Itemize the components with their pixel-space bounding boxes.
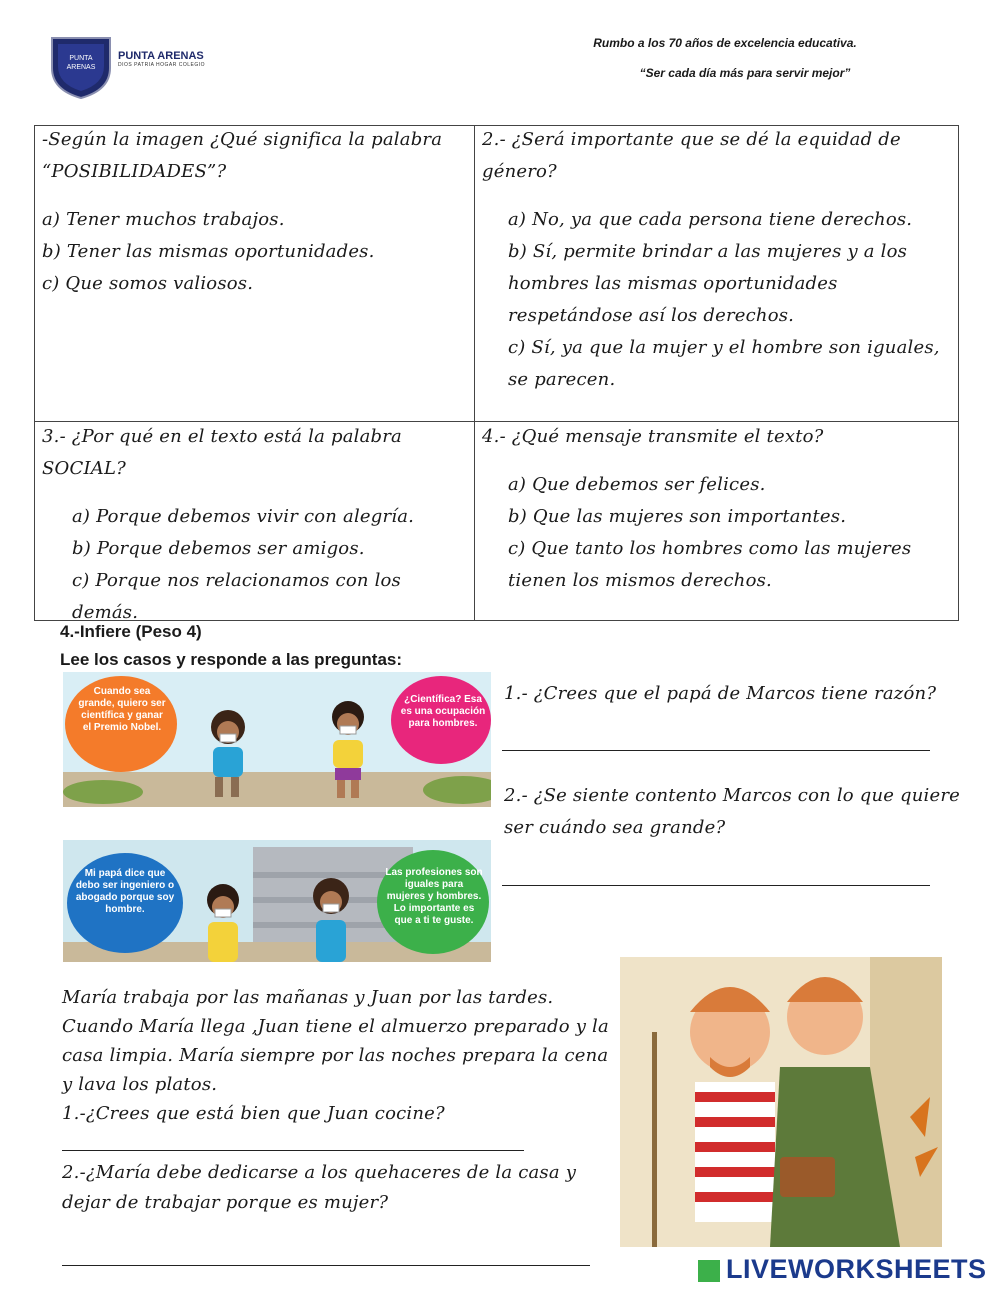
liveworksheets-logo [698, 1254, 987, 1285]
school-name-text: PUNTA ARENAS [118, 50, 204, 62]
bubble-2-text: ¿Científica? Esa es una ocupación para hombres. [400, 694, 486, 729]
case-1-question-1: 1.- ¿Crees que el papá de Marcos tiene razón? [504, 683, 937, 704]
school-tagline: DIOS PATRIA HOGAR COLEGIO [118, 62, 206, 68]
question-4-option-a: a) Que debemos ser felices. [508, 474, 766, 495]
question-3-option-c: c) Porque nos relacionamos con los demás. [72, 570, 401, 623]
question-3-option-a: a) Porque debemos vivir con alegría. [72, 506, 415, 527]
question-1-option-c: c) Que somos valiosos. [42, 273, 254, 294]
question-3-option-b: b) Porque debemos ser amigos. [72, 538, 365, 559]
section-title: 4.-Infiere (Peso 4) [60, 622, 202, 641]
comic-illustration [63, 672, 491, 962]
table-divider-vertical [474, 125, 475, 621]
question-1-option-a: a) Tener muchos trabajos. [42, 209, 285, 230]
liveworksheets-icon [698, 1260, 720, 1282]
bubble-1-text: Cuando sea grande, quiero ser científica y ganar el Premio Nobel. [78, 686, 166, 733]
liveworksheets-text: LIVEWORKSHEETS [726, 1254, 987, 1284]
case-2-answer-line-1[interactable] [62, 1150, 524, 1151]
section-instruction: Lee los casos y responde a las preguntas: [60, 650, 403, 669]
school-name [118, 50, 205, 68]
question-2-option-c: c) Sí, ya que la mujer y el hombre son iguales, se parecen. [508, 337, 940, 390]
logo-text-line2: ARENAS [66, 64, 96, 71]
question-4-option-c: c) Que tanto los hombres como las mujeres tienen los mismos derechos. [508, 538, 912, 591]
question-3-cell [42, 421, 470, 629]
question-2-option-a: a) No, ya que cada persona tiene derechos. [508, 209, 913, 230]
couple-illustration [620, 957, 942, 1247]
question-1-text: -Según la imagen ¿Qué significa la palabra “POSIBILIDADES”? [42, 129, 443, 182]
case-1-question-2: 2.- ¿Se siente contento Marcos con lo que quiere ser cuándo sea grande? [504, 785, 961, 838]
case-2-block [62, 983, 612, 1128]
case-1-answer-line-2[interactable] [502, 885, 930, 886]
motto-line-1: Rumbo a los 70 años de excelencia educativa. [593, 36, 857, 50]
question-4-text: 4.- ¿Qué mensaje transmite el texto? [482, 426, 824, 447]
school-crest [48, 34, 114, 100]
case-2-question-2: 2.-¿María debe dedicarse a los quehaceres de la casa y dejar de trabajar porque es mujer? [62, 1162, 577, 1213]
question-4-option-b: b) Que las mujeres son importantes. [508, 506, 847, 527]
question-2-cell [482, 124, 952, 396]
question-1-cell [42, 124, 467, 300]
question-1-option-b: b) Tener las mismas oportunidades. [42, 241, 375, 262]
question-3-text: 3.- ¿Por qué en el texto está la palabra SOCIAL? [42, 426, 402, 479]
bubble-4-text: Las profesiones son iguales para mujeres y hombres. Lo importante es que a ti te guste. [385, 867, 483, 926]
case-2-question-1: 1.-¿Crees que está bien que Juan cocine? [62, 1103, 445, 1124]
question-2-option-b: b) Sí, permite brindar a las mujeres y a los hombres las mismas oportunidades respetándose así los derechos. [508, 241, 908, 326]
case-2-story: María trabaja por las mañanas y Juan por las tardes. Cuando María llega ,Juan tiene el almuerzo preparado y la casa limpia. María siempre por las noches prepara la cena y lava los platos. [62, 987, 609, 1095]
motto-line-2: “Ser cada día más para servir mejor” [639, 66, 851, 80]
logo-text-line1: PUNTA [69, 55, 93, 62]
bubble-3-text: Mi papá dice que debo ser ingeniero o abogado porque soy hombre. [75, 868, 175, 915]
question-4-cell [482, 421, 952, 597]
case-2-answer-line-2[interactable] [62, 1265, 590, 1266]
case-1-answer-line-1[interactable] [502, 750, 930, 751]
question-2-text: 2.- ¿Será importante que se dé la equidad de género? [482, 129, 901, 182]
